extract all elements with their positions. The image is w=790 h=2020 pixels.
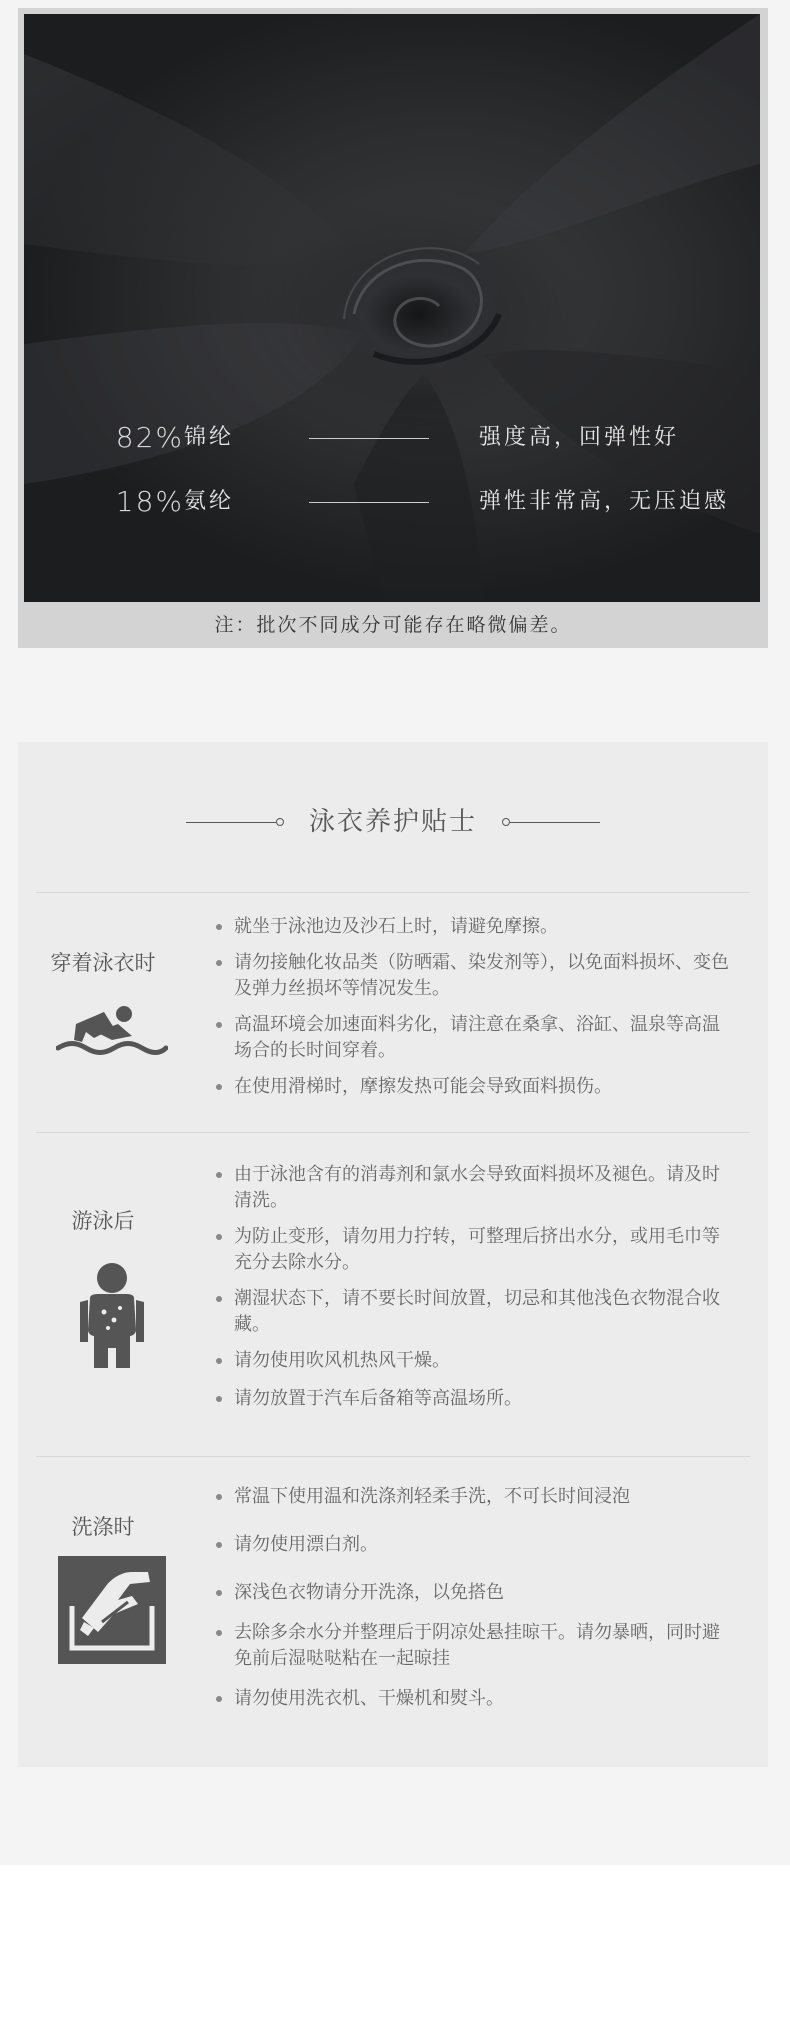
care-tip: 就坐于泳池边及沙石上时，请避免摩擦。 bbox=[214, 914, 734, 940]
composition-row bbox=[24, 482, 760, 522]
care-tip: 请勿使用吹风机热风干燥。 bbox=[214, 1348, 734, 1374]
care-tip: 在使用滑梯时，摩擦发热可能会导致面料损伤。 bbox=[214, 1074, 734, 1100]
fabric-photo bbox=[24, 14, 760, 602]
care-tip: 请勿放置于汽车后备箱等高温场所。 bbox=[214, 1386, 734, 1412]
care-tip: 深浅色衣物请分开洗涤，以免搭色 bbox=[214, 1580, 734, 1606]
care-title: 泳衣养护贴士 bbox=[308, 807, 477, 837]
care-section-wearing bbox=[18, 892, 768, 1132]
care-tip: 潮湿状态下，请不要长时间放置，切忌和其他浅色衣物混合收藏。 bbox=[214, 1286, 734, 1338]
composition-row bbox=[24, 418, 760, 458]
hand-wash-icon bbox=[58, 1556, 166, 1668]
care-tip: 请勿使用洗衣机、干燥机和熨斗。 bbox=[214, 1686, 734, 1712]
care-tip: 高温环境会加速面料劣化，请注意在桑拿、浴缸、温泉等高温场合的长时间穿着。 bbox=[214, 1012, 734, 1064]
care-section-after-swimming bbox=[18, 1132, 768, 1432]
care-tip: 由于泳池含有的消毒剂和氯水会导致面料损坏及褪色。请及时清洗。 bbox=[214, 1162, 734, 1214]
care-section-washing bbox=[18, 1456, 768, 1756]
care-title-bar bbox=[18, 802, 768, 842]
care-section-label: 洗涤时 bbox=[71, 1515, 135, 1539]
care-section-label: 游泳后 bbox=[71, 1209, 135, 1233]
care-tips-panel bbox=[18, 742, 768, 1767]
care-section-label: 穿着泳衣时 bbox=[50, 951, 156, 975]
care-tip: 去除多余水分并整理后于阴凉处悬挂晾干。请勿暴晒，同时避免前后湿哒哒粘在一起晾挂 bbox=[214, 1620, 734, 1672]
composition-material: 氨纶 bbox=[184, 489, 235, 514]
connector-line bbox=[309, 502, 429, 503]
composition-percent: 18% bbox=[115, 485, 184, 518]
care-tip-list bbox=[214, 1484, 734, 1712]
care-tip: 请勿使用漂白剂。 bbox=[214, 1532, 734, 1558]
composition-description: 弹性非常高，无压迫感 bbox=[479, 489, 730, 514]
composition-percent: 82% bbox=[115, 421, 184, 454]
care-tip: 为防止变形，请勿用力拧转，可整理后挤出水分，或用毛巾等充分去除水分。 bbox=[214, 1224, 734, 1276]
swimmer-icon bbox=[56, 1002, 168, 1068]
care-tip-list bbox=[214, 914, 734, 1100]
connector-line bbox=[309, 438, 429, 439]
care-tip: 请勿接触化妆品类（防晒霜、染发剂等），以免面料损坏、变色及弹力丝损坏等情况发生。 bbox=[214, 950, 734, 1002]
composition-note: 注：批次不同成分可能存在略微偏差。 bbox=[214, 614, 572, 636]
care-tip: 常温下使用温和洗涤剂轻柔手洗，不可长时间浸泡 bbox=[214, 1484, 734, 1510]
care-tip-list bbox=[214, 1162, 734, 1412]
composition-material: 锦纶 bbox=[184, 425, 235, 450]
title-decoration-dot bbox=[502, 818, 510, 826]
wet-person-icon bbox=[74, 1262, 150, 1378]
composition-description: 强度高，回弹性好 bbox=[479, 425, 680, 450]
title-decoration-line bbox=[510, 822, 600, 823]
